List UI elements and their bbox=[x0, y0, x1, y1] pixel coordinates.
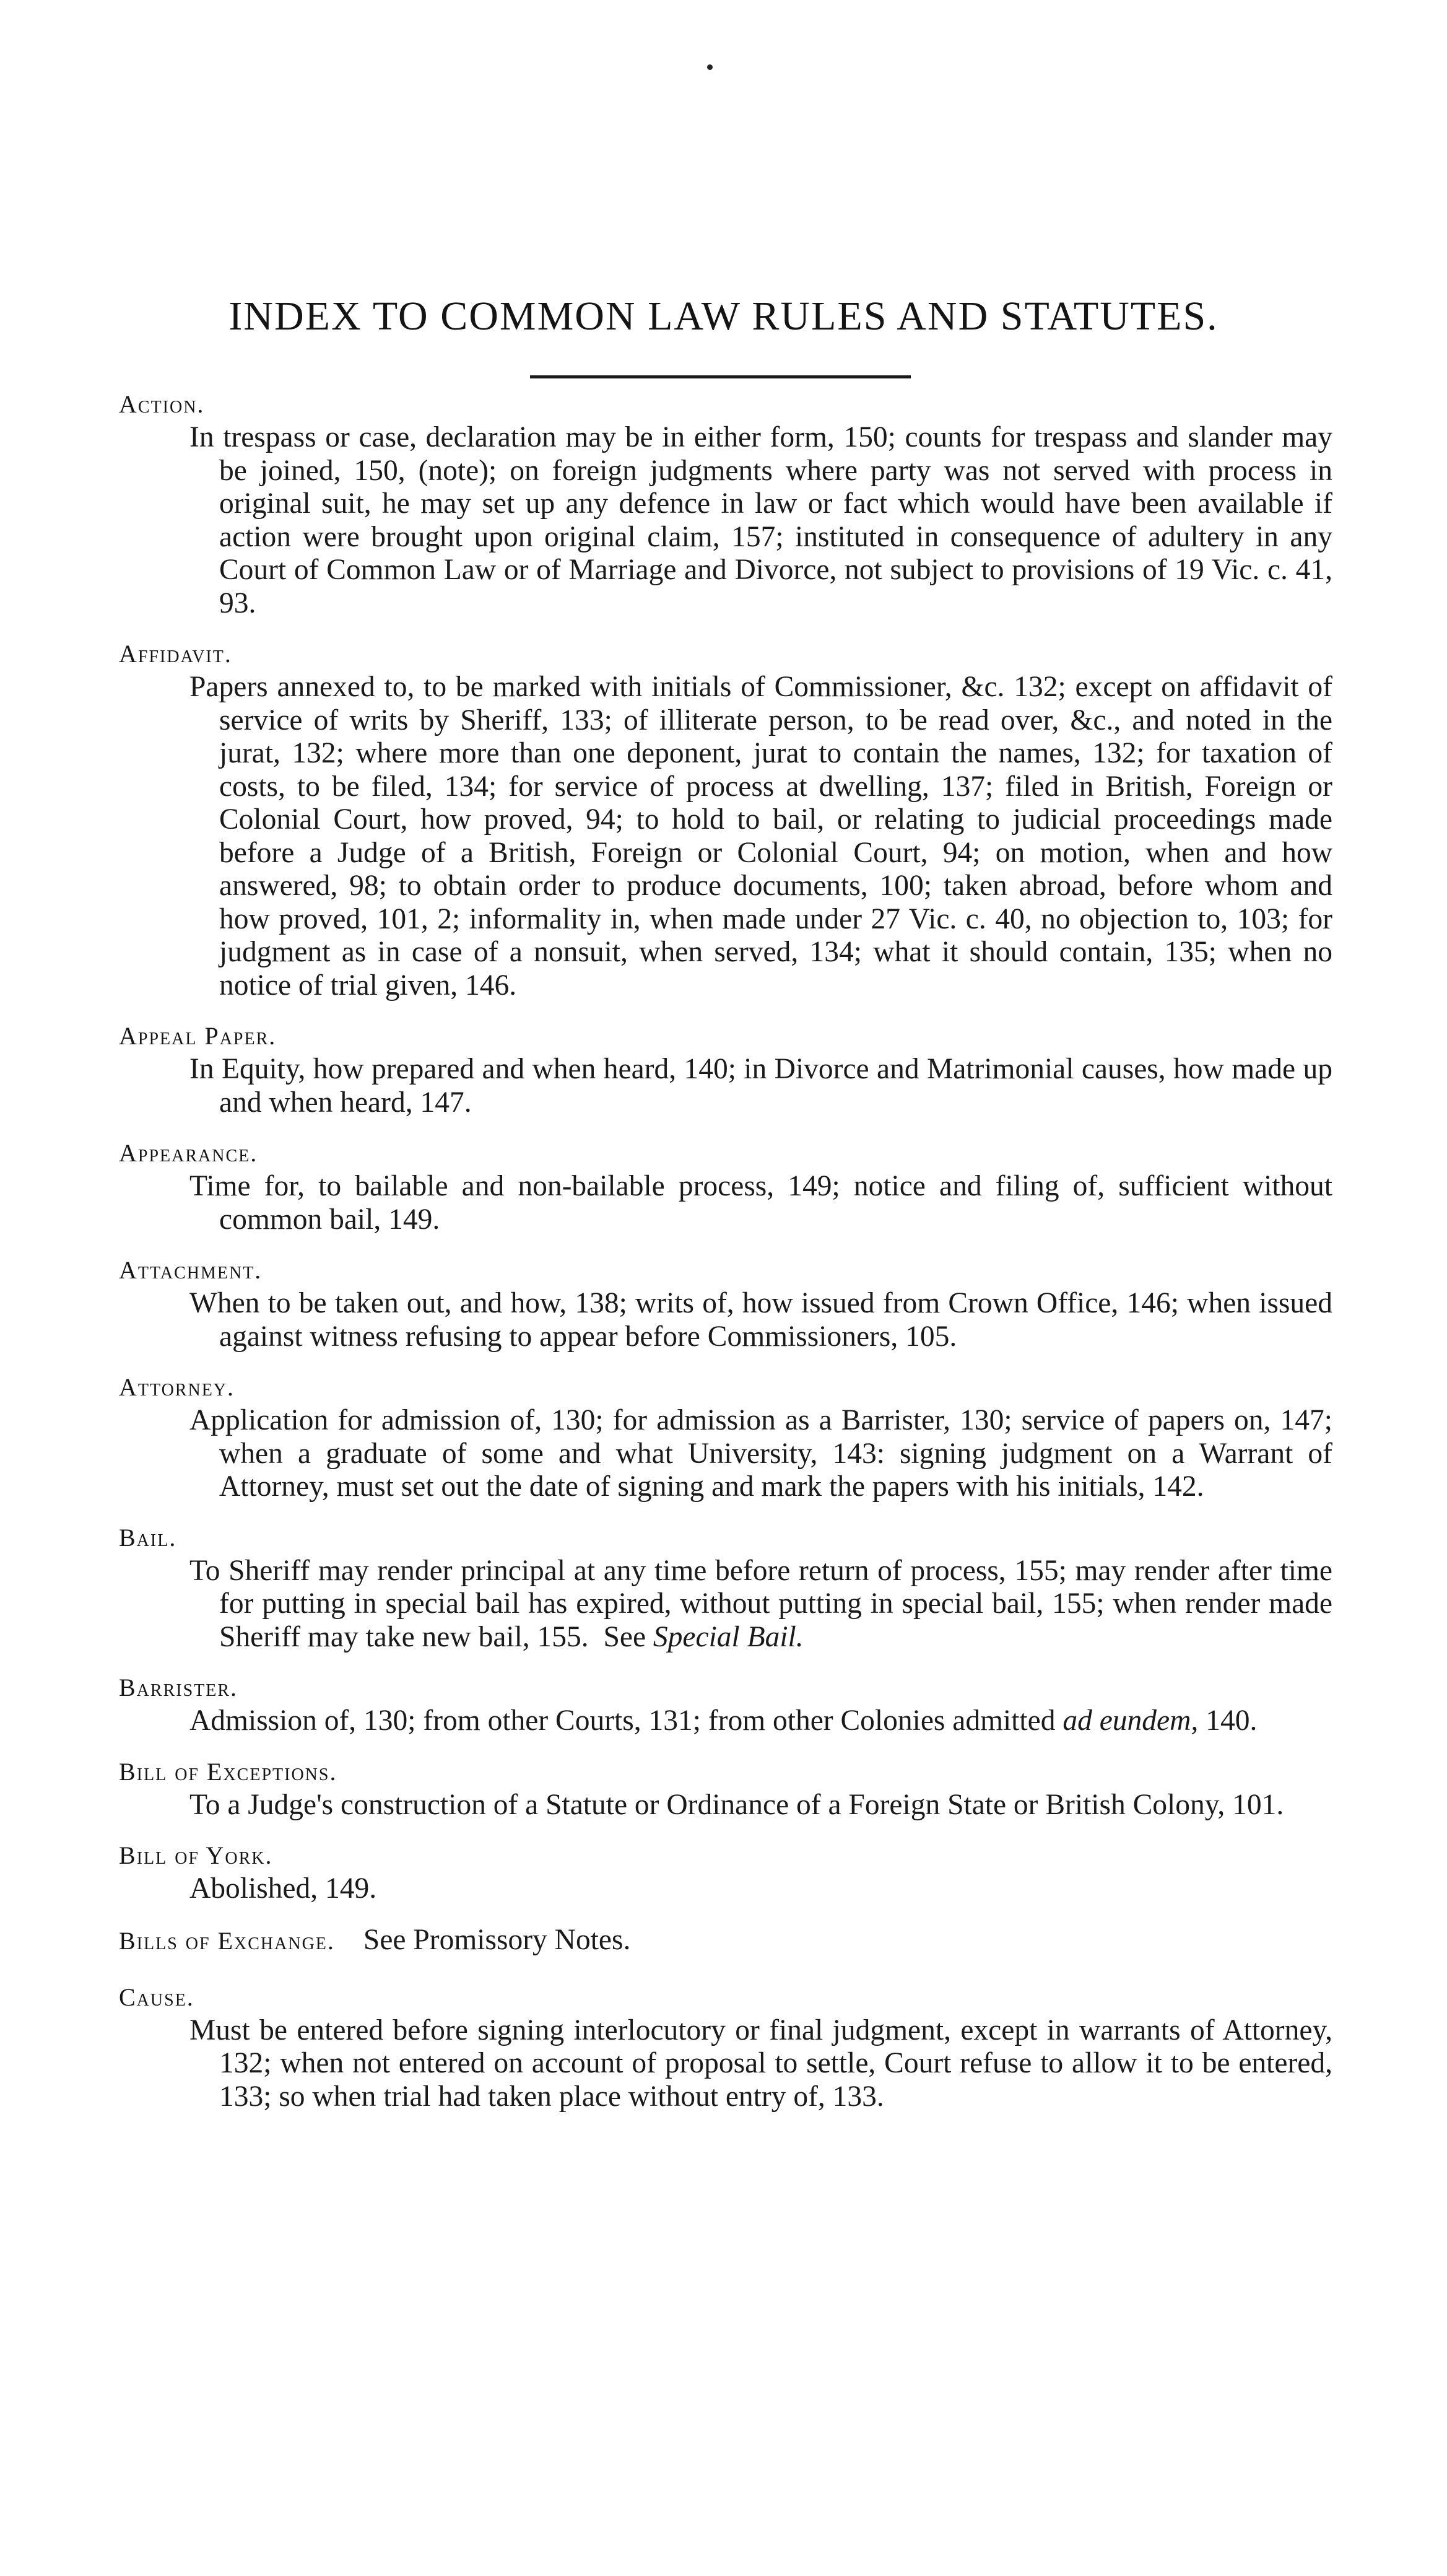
index-entry-attachment bbox=[119, 1254, 1332, 1353]
index-entry-action bbox=[119, 388, 1332, 620]
see-reference: See Promissory Notes. bbox=[363, 1923, 631, 1956]
entry-text-main: To Sheriff may render principal at any time before return of process, 155; may render after time for putting in special bail has expired, without putting in special bail, 155; when render made Sheriff may take new bail, 155. bbox=[189, 1554, 1332, 1653]
see-reference: Special Bail. bbox=[653, 1620, 804, 1653]
entry-text-tail: 140. bbox=[1206, 1705, 1258, 1737]
index-entry-bail bbox=[119, 1521, 1332, 1654]
entry-text: Papers annexed to, to be marked with initials of Commissioner, &c. 132; except on affidavit of service of writs by Sheriff, 133; of illiterate person, to be read over, &c., and noted in the jurat, 132; where more than one deponent, jurat to contain the names, 132; for taxation of costs, to be filed, 134; for service of process at dwelling, 137; filed in British, Foreign or Colonial Court, how proved, 94; to hold to bail, or relating to judicial proceedings made before a Judge of a British, Foreign or Colonial Court, 94; on motion, when and how answered, 98; to obtain order to produce documents, 100; taken abroad, before whom and how proved, 101, 2; informality in, when made under 27 Vic. c. 40, no objection to, 103; for judgment as in case of a nonsuit, when served, 134; what it should contain, 135; when no notice of trial given, 146. bbox=[189, 671, 1332, 1002]
entry-text: Must be entered before signing interlocutory or final judgment, except in warrants of Attorney, 132; when not entered on account of proposal to settle, Court refuse to allow it to be entered, 133; so when trial had taken place without entry of, 133. bbox=[189, 2014, 1332, 2113]
entry-text: Application for admission of, 130; for admission as a Barrister, 130; service of papers on, 147; when a graduate of some and what University, 143: signing judgment on a Warrant of Attorney, must set out the date of signing and mark the papers with his initials, 142. bbox=[189, 1404, 1332, 1503]
entry-heading: Cause. bbox=[119, 1983, 194, 2011]
index-entry-bills-of-exchange bbox=[119, 1923, 1332, 1963]
entry-text-main: Admission of, 130; from other Courts, 131; from other Colonies admitted bbox=[189, 1705, 1056, 1737]
index-entry-barrister bbox=[119, 1671, 1332, 1738]
index-entry-cause bbox=[119, 1981, 1332, 2114]
entry-text bbox=[119, 1705, 1332, 1738]
top-speck bbox=[707, 64, 713, 70]
entry-text: When to be taken out, and how, 138; writs of, how issued from Crown Office, 146; when issued against witness refusing to appear before Commissioners, 105. bbox=[189, 1287, 1332, 1353]
latin-phrase: ad eundem, bbox=[1062, 1705, 1199, 1737]
entry-heading: Attachment. bbox=[119, 1256, 263, 1284]
index-entry-appeal-paper bbox=[119, 1019, 1332, 1119]
entry-text: Abolished, 149. bbox=[189, 1872, 377, 1905]
entry-heading: Action. bbox=[119, 390, 205, 418]
index-entry-bill-of-york bbox=[119, 1839, 1332, 1906]
entry-heading: Bills of Exchange. bbox=[119, 1926, 335, 1955]
entry-text: To a Judge's construction of a Statute or Ordinance of a Foreign State or British Colony, 101. bbox=[189, 1788, 1284, 1821]
see-prefix: See bbox=[603, 1620, 646, 1653]
entry-text: In trespass or case, declaration may be in either form, 150; counts for trespass and slander may be joined, 150, (note); on foreign judgments where party was not served with process in original suit, he may set up any defence in law or fact which would have been available if action were brought upon original claim, 157; instituted in consequence of adultery in any Court of Common Law or of Marriage and Divorce, not subject to provisions of 19 Vic. c. 41, 93. bbox=[189, 421, 1332, 619]
entry-heading: Bill of York. bbox=[119, 1841, 273, 1869]
entry-text: Time for, to bailable and non-bailable process, 149; notice and filing of, sufficient without common bail, 149. bbox=[189, 1170, 1332, 1236]
entry-heading: Appeal Paper. bbox=[119, 1022, 277, 1050]
index-entry-affidavit bbox=[119, 637, 1332, 1002]
entry-heading: Bail. bbox=[119, 1523, 177, 1552]
entry-heading: Bill of Exceptions. bbox=[119, 1757, 337, 1786]
entry-heading: Barrister. bbox=[119, 1674, 238, 1701]
entry-heading: Attorney. bbox=[119, 1373, 235, 1401]
entry-text: In Equity, how prepared and when heard, 140; in Divorce and Matrimonial causes, how made up and when heard, 147. bbox=[189, 1053, 1332, 1119]
index-entry-bill-of-exceptions bbox=[119, 1755, 1332, 1822]
entry-heading: Affidavit. bbox=[119, 640, 232, 668]
entry-text bbox=[119, 1555, 1332, 1654]
page-title: INDEX TO COMMON LAW RULES AND STATUTES. bbox=[228, 294, 1219, 339]
title-rule bbox=[530, 375, 911, 378]
index-entry-appearance bbox=[119, 1137, 1332, 1236]
index-entry-attorney bbox=[119, 1371, 1332, 1504]
index-entries bbox=[119, 388, 1332, 2131]
entry-heading: Appearance. bbox=[119, 1139, 258, 1167]
